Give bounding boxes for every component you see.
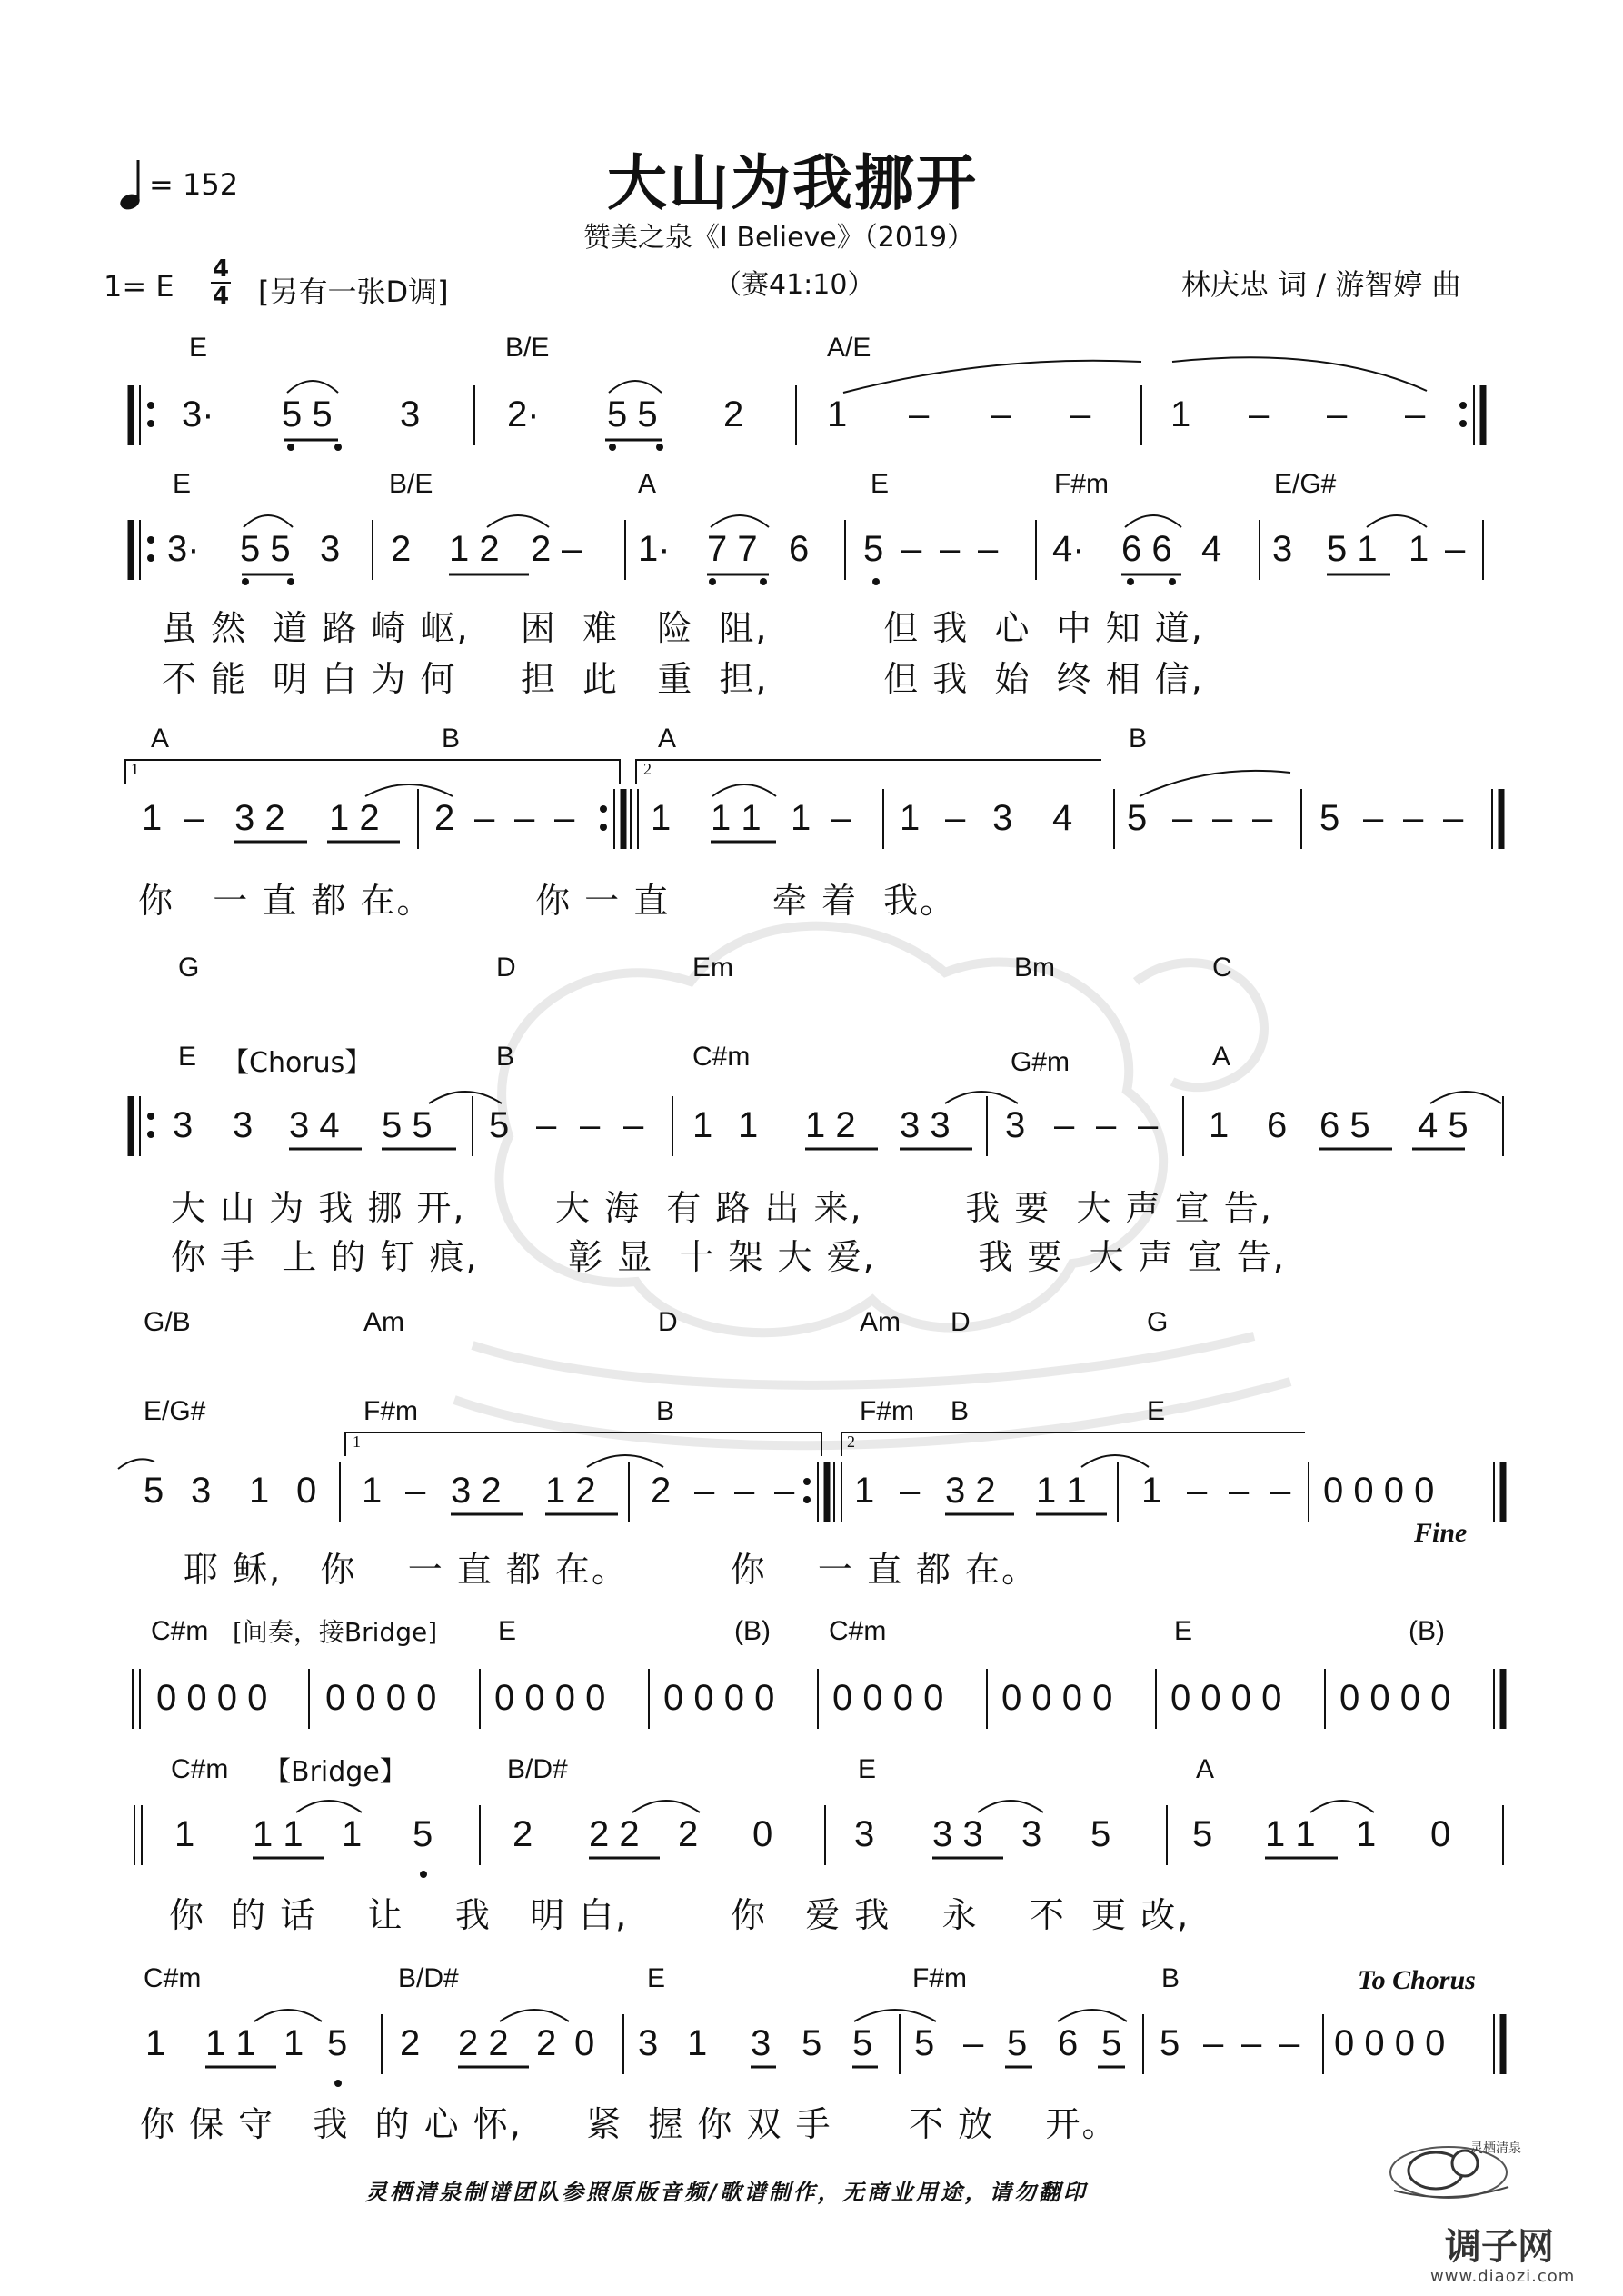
slur — [1310, 1801, 1374, 1812]
repeat-dot — [147, 1113, 154, 1120]
low-octave-dot — [1127, 578, 1134, 585]
note: 5 — [1160, 2023, 1180, 2063]
note: – — [1270, 1471, 1291, 1511]
chord-symbol: B — [951, 1396, 970, 1426]
chord-symbol: C#m — [144, 1963, 202, 1993]
note: – — [1070, 394, 1091, 434]
note: – — [945, 798, 966, 838]
note: – — [1138, 1105, 1159, 1145]
note: 2 2 — [458, 2023, 509, 2063]
low-octave-dot — [760, 578, 767, 585]
note: 4 — [1052, 798, 1073, 838]
tie — [1172, 357, 1427, 391]
note: 2 — [536, 2023, 557, 2063]
note: 2 — [723, 394, 744, 434]
note: 7 7 — [707, 529, 758, 569]
note: 0 0 0 0 — [494, 1678, 606, 1718]
note: 3 2 — [234, 798, 285, 838]
slur — [500, 2010, 569, 2021]
chord-symbol: D — [496, 953, 516, 983]
note: 1 1 — [1036, 1471, 1087, 1511]
note: – — [536, 1105, 557, 1145]
note: – — [562, 529, 582, 569]
note: 0 0 0 0 — [1323, 1471, 1435, 1511]
note: 2 — [651, 1471, 672, 1511]
note: 2 — [531, 529, 552, 569]
chord-symbol: E/G# — [1274, 469, 1337, 499]
note: 0 0 0 0 — [1001, 1678, 1113, 1718]
fine-marking: Fine — [1414, 1518, 1468, 1548]
note: 0 — [296, 1471, 317, 1511]
note: – — [940, 529, 961, 569]
note: 1 — [827, 394, 848, 434]
slur — [632, 1801, 700, 1812]
chord-symbol: C — [1212, 953, 1232, 983]
note: – — [1403, 798, 1424, 838]
lyric-line: 大 山 为 我 挪 开, 大 海 有 路 出 来, 我 要 大 声 宣 告, — [171, 1188, 1273, 1228]
chord-symbol: B — [656, 1396, 675, 1426]
chord-symbol: B/D# — [398, 1963, 459, 1993]
chord-symbol: D — [951, 1307, 971, 1337]
slur — [429, 1092, 502, 1103]
note: 0 0 0 0 — [832, 1678, 944, 1718]
chord-symbol: B — [1129, 724, 1148, 754]
chord-symbol: E/G# — [144, 1396, 206, 1426]
site-logo-text[interactable]: 调子网 — [1445, 2226, 1554, 2268]
note: – — [831, 798, 851, 838]
note: 1 — [1170, 394, 1191, 434]
note: – — [1241, 2023, 1262, 2063]
note: 3 2 — [945, 1471, 996, 1511]
time-signature-bottom: 4 — [212, 283, 230, 310]
note: 5 — [1090, 1814, 1111, 1854]
note: 0 0 0 0 — [325, 1678, 437, 1718]
copyright-notice: 灵栖清泉制谱团队参照原版音频/歌谱制作，无商业用途，请勿翻印 — [365, 2180, 1088, 2205]
chord-symbol: B/E — [505, 333, 550, 363]
note: 0 — [1430, 1814, 1451, 1854]
note: 3 — [1272, 529, 1293, 569]
note: 1 — [651, 798, 672, 838]
chord-symbol: Am — [363, 1307, 404, 1337]
note: – — [1229, 1471, 1250, 1511]
note: – — [1327, 394, 1348, 434]
note: 6 — [1058, 2023, 1079, 2063]
chord-symbol: E — [189, 333, 208, 363]
note: 1 2 — [545, 1471, 596, 1511]
lyric-line: 你 一 直 都 在。 你 一 直 牵 着 我。 — [138, 881, 957, 921]
chord-symbol: (B) — [1409, 1616, 1445, 1646]
chord-symbol: C#m — [829, 1616, 887, 1646]
note: 2 — [434, 798, 455, 838]
chord-symbol: D — [658, 1307, 678, 1337]
volta-1-label: 1 — [353, 1433, 361, 1451]
repeat-dot — [147, 554, 154, 562]
note: 1 — [142, 798, 163, 838]
team-logo-text: 灵栖清泉 — [1470, 2141, 1521, 2156]
chord-symbol: A — [638, 469, 657, 499]
note: 3 — [320, 529, 341, 569]
note: – — [1363, 798, 1384, 838]
chord-symbol: E — [1147, 1396, 1166, 1426]
tie — [1140, 771, 1290, 796]
note: 5 — [1319, 798, 1340, 838]
repeat-dot — [600, 805, 607, 813]
note: – — [963, 2023, 984, 2063]
note: 3 3 — [900, 1105, 951, 1145]
note: 5 — [1192, 1814, 1213, 1854]
note: 5 — [1101, 2023, 1122, 2063]
lyric-line: 耶 稣, 你 一 直 都 在。 你 一 直 都 在。 — [184, 1550, 1039, 1590]
chord-symbol: B — [442, 724, 461, 754]
slur — [1367, 515, 1427, 527]
note: 5 — [863, 529, 884, 569]
chord-symbol: E — [1174, 1616, 1193, 1646]
low-octave-dot — [287, 444, 294, 451]
chord-symbol: B/E — [389, 469, 433, 499]
note: 5 — [1127, 798, 1148, 838]
note: – — [909, 394, 930, 434]
slur — [1430, 1092, 1501, 1103]
note: 1 — [362, 1471, 383, 1511]
note: 0 — [752, 1814, 773, 1854]
repeat-dot — [147, 402, 154, 409]
low-octave-dot — [872, 578, 880, 585]
note: – — [991, 394, 1011, 434]
chord-symbol: F#m — [912, 1963, 967, 1993]
note: 1 2 — [329, 798, 380, 838]
slur — [244, 515, 293, 527]
note: 2 2 — [589, 1814, 640, 1854]
note: 0 0 0 0 — [1170, 1678, 1282, 1718]
note: – — [1172, 798, 1193, 838]
note: 3 — [233, 1105, 254, 1145]
slur — [854, 2010, 936, 2021]
slur — [365, 784, 453, 796]
credits: 林庆忠 词 / 游智婷 曲 — [1181, 267, 1461, 302]
note: 3 4 — [289, 1105, 340, 1145]
note: – — [1096, 1105, 1117, 1145]
chord-symbol: A/E — [827, 333, 871, 363]
note: – — [1252, 798, 1273, 838]
tie — [118, 1459, 154, 1469]
note: – — [1212, 798, 1233, 838]
chord-symbol: F#m — [363, 1396, 418, 1426]
note: – — [623, 1105, 644, 1145]
note: 5 5 — [607, 394, 658, 434]
slur — [287, 381, 338, 393]
low-octave-dot — [709, 578, 716, 585]
chord-symbol: (B) — [734, 1616, 771, 1646]
note: 3 — [751, 2023, 772, 2063]
note: 4· — [1052, 529, 1085, 569]
volta-2-label: 2 — [847, 1433, 855, 1451]
note: 1 — [1356, 1814, 1377, 1854]
note: – — [554, 798, 575, 838]
note: – — [1187, 1471, 1208, 1511]
chord-symbol: B — [496, 1042, 515, 1072]
note: 5 5 — [240, 529, 291, 569]
chord-symbol: F#m — [860, 1396, 914, 1426]
chord-symbol: Em — [692, 953, 733, 983]
note: – — [184, 798, 204, 838]
repeat-dot — [147, 420, 154, 427]
slur — [978, 1801, 1043, 1812]
note: 1 1 — [205, 2023, 256, 2063]
note: – — [774, 1471, 795, 1511]
chord-symbol: G#m — [1011, 1047, 1070, 1077]
note: 0 0 0 0 — [1339, 1678, 1451, 1718]
low-octave-dot — [1169, 578, 1176, 585]
note: 5 — [144, 1471, 164, 1511]
repeat-dot — [803, 1496, 811, 1503]
note: 3 — [1021, 1814, 1042, 1854]
note: 5 5 — [382, 1105, 433, 1145]
note: 2· — [507, 394, 540, 434]
note: 6 — [1267, 1105, 1288, 1145]
chord-symbol: A — [1212, 1042, 1231, 1072]
low-octave-dot — [334, 444, 342, 451]
note: – — [1405, 394, 1426, 434]
note: 1 — [687, 2023, 708, 2063]
note: 1 1 — [711, 798, 762, 838]
low-octave-dot — [242, 578, 249, 585]
slur — [1058, 2010, 1127, 2021]
note: – — [978, 529, 999, 569]
note: – — [734, 1471, 755, 1511]
site-url[interactable]: www.diaozi.com — [1430, 2267, 1576, 2286]
note: 1 — [342, 1814, 363, 1854]
note: – — [901, 529, 922, 569]
note: 1 — [900, 798, 921, 838]
slur — [296, 1801, 362, 1812]
note: 1 2 — [449, 529, 500, 569]
note: 1 — [174, 1814, 195, 1854]
note: 2 — [391, 529, 412, 569]
note: 3 — [191, 1471, 212, 1511]
chord-symbol: F#m — [1054, 469, 1109, 499]
alternate-key-note: [另有一张D调] — [258, 275, 449, 309]
note: 4 5 — [1418, 1105, 1469, 1145]
chord-symbol: C#m — [151, 1616, 209, 1646]
note: 1 1 — [253, 1814, 304, 1854]
song-title: 大山为我挪开 — [607, 148, 978, 218]
note: 3 — [173, 1105, 194, 1145]
note: – — [900, 1471, 921, 1511]
team-logo — [1376, 2118, 1521, 2212]
repeat-dot — [803, 1478, 811, 1485]
slur — [1081, 1455, 1149, 1467]
lyric-line: 你 保 守 我 的 心 怀, 紧 握 你 双 手 不 放 开。 — [140, 2104, 1119, 2144]
note: 5 — [489, 1105, 510, 1145]
note: 1 — [1409, 529, 1429, 569]
interlude-note: [间奏，接Bridge] — [233, 1617, 438, 1647]
chord-symbol: G — [178, 953, 200, 983]
volta-bracket — [841, 1433, 1305, 1456]
volta-1-label: 1 — [131, 760, 139, 778]
note: 1 — [249, 1471, 270, 1511]
note: 1 — [738, 1105, 759, 1145]
chord-symbol: Am — [860, 1307, 901, 1337]
song-subtitle: 赞美之泉《I Believe》（2019） — [583, 222, 975, 254]
chord-symbol: Bm — [1014, 953, 1055, 983]
slur — [609, 381, 662, 393]
chord-symbol: B/D# — [507, 1754, 568, 1784]
lyric-line: 你 手 上 的 钉 痕, 彰 显 十 架 大 爱, 我 要 大 声 宣 告, — [171, 1237, 1286, 1277]
tempo-text: = 152 — [149, 167, 239, 202]
slur — [945, 1092, 1018, 1103]
note: 2 — [678, 1814, 699, 1854]
note: – — [474, 798, 495, 838]
chord-symbol: A — [151, 724, 170, 754]
lyric-line: 你 的 话 让 我 明 白, 你 爱 我 永 不 更 改, — [169, 1895, 1190, 1935]
slur — [1125, 515, 1181, 527]
note: 5 — [914, 2023, 935, 2063]
key-signature: 1= E — [104, 269, 174, 304]
note: 1· — [638, 529, 671, 569]
note: 2 — [513, 1814, 533, 1854]
note: 0 0 0 0 — [1334, 2023, 1446, 2063]
note: 5 — [1007, 2023, 1028, 2063]
note: 3 — [992, 798, 1013, 838]
chord-symbol: E — [871, 469, 890, 499]
note: 1 — [1209, 1105, 1230, 1145]
note: 0 0 0 0 — [156, 1678, 268, 1718]
lyric-line: 虽 然 道 路 崎 岖, 困 难 险 阻, 但 我 心 中 知 道, — [162, 608, 1204, 648]
note: – — [1279, 2023, 1300, 2063]
chord-symbol: A — [658, 724, 677, 754]
slur — [587, 1455, 663, 1467]
chord-symbol: E — [498, 1616, 517, 1646]
note: 6 5 — [1319, 1105, 1370, 1145]
note: 3 3 — [932, 1814, 983, 1854]
time-signature-top: 4 — [212, 255, 230, 283]
note: 1 — [145, 2023, 166, 2063]
note: – — [580, 1105, 601, 1145]
chord-symbol: C#m — [171, 1754, 229, 1784]
chord-symbol: E — [178, 1042, 197, 1072]
slur — [712, 784, 776, 796]
note: 3 — [400, 394, 421, 434]
repeat-dot — [1459, 402, 1467, 409]
chord-symbol: A — [1196, 1754, 1215, 1784]
note: 5 — [413, 1814, 433, 1854]
note: 0 — [574, 2023, 595, 2063]
chord-symbol: C#m — [692, 1042, 751, 1072]
volta-bracket — [636, 760, 1101, 784]
chord-symbol: G — [1147, 1307, 1169, 1337]
note: – — [1445, 529, 1466, 569]
note: 1 2 — [805, 1105, 856, 1145]
chord-symbol: G/B — [144, 1307, 191, 1337]
note: 5 — [802, 2023, 822, 2063]
section-label-chorus: 【Chorus】 — [222, 1047, 373, 1079]
note: 5 1 — [1327, 529, 1378, 569]
note: – — [514, 798, 535, 838]
note: 1 — [854, 1471, 875, 1511]
note: 5 — [852, 2023, 873, 2063]
note: 3· — [182, 394, 214, 434]
note: – — [1443, 798, 1464, 838]
note: – — [694, 1471, 715, 1511]
low-octave-dot — [609, 444, 616, 451]
low-octave-dot — [287, 578, 294, 585]
repeat-dot — [600, 824, 607, 831]
lyric-line: 不 能 明 白 为 何 担 此 重 担, 但 我 始 终 相 信, — [162, 659, 1204, 699]
note: – — [405, 1471, 426, 1511]
low-octave-dot — [334, 2080, 342, 2087]
slur — [487, 515, 549, 527]
repeat-dot — [147, 1131, 154, 1138]
note: 3 2 — [451, 1471, 502, 1511]
slur — [711, 515, 769, 527]
note: 3· — [167, 529, 200, 569]
note: 3 — [854, 1814, 875, 1854]
note: 5 5 — [282, 394, 333, 434]
note: 3 — [1005, 1105, 1026, 1145]
note: 0 0 0 0 — [663, 1678, 775, 1718]
chord-symbol: B — [1161, 1963, 1180, 1993]
low-octave-dot — [420, 1871, 427, 1878]
volta-bracket — [345, 1433, 821, 1456]
chord-symbol: E — [858, 1754, 877, 1784]
note: 1 — [1141, 1471, 1162, 1511]
note: 6 — [789, 529, 810, 569]
note: 5 — [327, 2023, 348, 2063]
chord-symbol: E — [173, 469, 192, 499]
low-octave-dot — [656, 444, 663, 451]
volta-bracket — [125, 760, 620, 784]
tie — [843, 361, 1141, 393]
note: – — [1203, 2023, 1224, 2063]
note: – — [1249, 394, 1270, 434]
repeat-dot — [1459, 420, 1467, 427]
note: 2 — [400, 2023, 421, 2063]
repeat-dot — [147, 536, 154, 544]
chord-symbol: E — [647, 1963, 666, 1993]
note: 1 — [692, 1105, 713, 1145]
note: – — [1054, 1105, 1075, 1145]
note: 3 — [638, 2023, 659, 2063]
note: 4 — [1201, 529, 1222, 569]
note: 1 — [791, 798, 812, 838]
to-chorus-marking: To Chorus — [1358, 1965, 1476, 1995]
note: 1 — [284, 2023, 304, 2063]
note: 1 1 — [1265, 1814, 1316, 1854]
volta-2-label: 2 — [643, 760, 652, 778]
scripture-reference: （赛41:10） — [714, 269, 875, 301]
note: 6 6 — [1121, 529, 1172, 569]
section-label-bridge: 【Bridge】 — [264, 1756, 407, 1788]
slur — [254, 2010, 322, 2021]
